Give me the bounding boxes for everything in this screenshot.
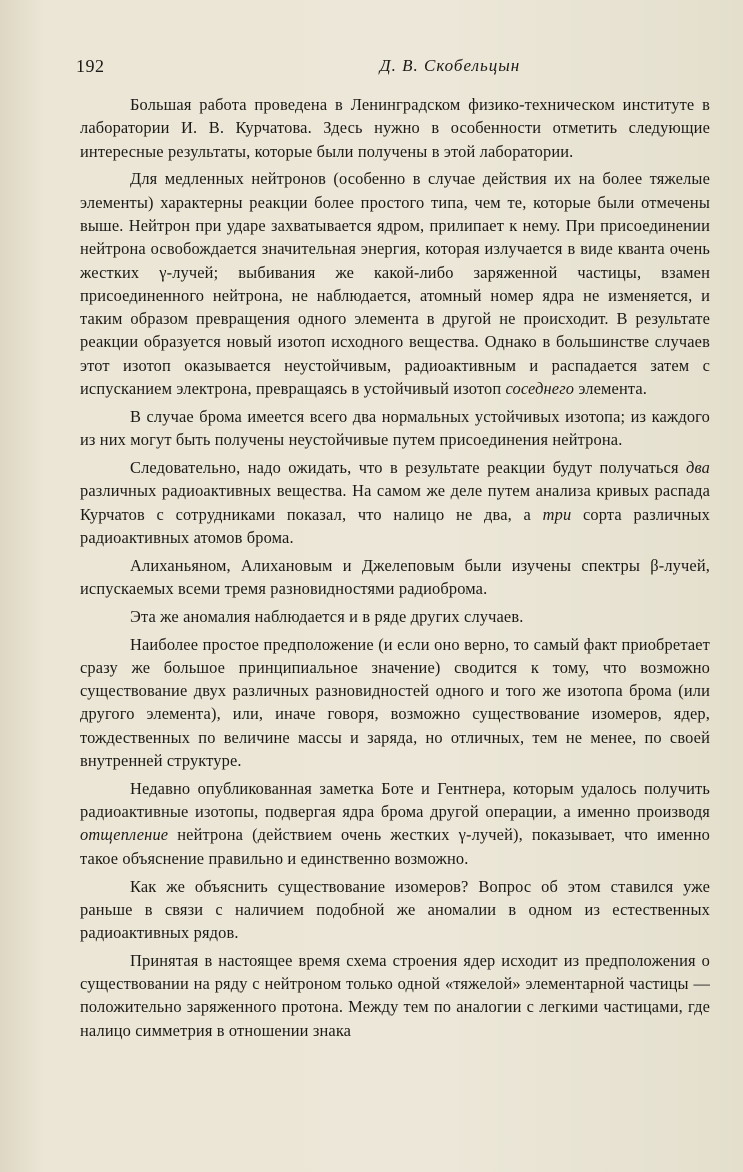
emphasis: соседнего: [505, 379, 575, 399]
paragraph: Эта же аномалия наблюдается и в ряде других случаев.: [130, 606, 524, 626]
paragraph: Большая работа проведена в Ленинградском физико-техническом институте в лаборатории И. В. Курчатова. Здесь нужно в особенности отметить следующие интересные результаты, которые были получены в этой лаборатории.: [80, 95, 710, 161]
page-number: 192: [76, 56, 105, 76]
paragraph: В случае брома имеется всего два нормальных устойчивых изотопа; из каждого из них могут быть получены неустойчивые путем присоединения нейтрона.: [80, 406, 710, 450]
paragraph: Для медленных нейтронов (особенно в случае действия их на более тяжелые элементы) характерны реакции более простого типа, чем те, которые были отмечены выше. Нейтрон при ударе захватывается ядром, прилипает к нему. При присоединении нейтрона освобождается значительная энергия, которая излучается в виде кванта очень жестких γ-лучей; выбивания же какой-либо заряженной частицы, взамен присоединенного нейтрона, не наблюдается, атомный номер ядра не изменяется, и таким образом превращения одного элемента в другой не происходит. В результате реакции образуется новый изотоп исходного вещества. Однако в большинстве случаев этот изотоп оказывается неустойчивым, радиоактивным и распадается затем с испусканием электрона, превращаясь в устойчивый изотоп соседнего элемента.: [80, 169, 710, 399]
emphasis: отщепление: [80, 825, 169, 845]
paragraph: Как же объяснить существование изомеров? Вопрос об этом ставился уже раньше в связи с наличием подобной же аномалии в одном из естественных радиоактивных рядов.: [80, 876, 710, 943]
emphasis: два: [686, 457, 710, 477]
paragraph: Недавно опубликованная заметка Боте и Гентнера, которым удалось получить радиоактивные изотопы, подвергая ядра брома другой операции, а именно производя отщепление нейтрона (действием очень жестких γ-лучей), показывает, что именно такое объяснение правильно и единственно возможно.: [80, 778, 710, 868]
body-text: [80, 93, 710, 1047]
paragraph: Принятая в настоящее время схема строения ядер исходит из предположения о существовании на ряду с нейтроном только одной «тяжелой» элементарной частицы — положительно заряженного протона. Между тем по аналогии с легкими частицами, где налицо симметрия в отношении знака: [80, 950, 710, 1040]
emphasis: три: [542, 504, 572, 524]
running-head: Д. В. Скобельцын: [379, 56, 521, 75]
paragraph: Алиханьяном, Алихановым и Джелеповым были изучены спектры β-лучей, испускаемых всеми тремя разновидностями радиоброма.: [80, 555, 710, 598]
page-header: [70, 56, 710, 84]
paragraph: Следовательно, надо ожидать, что в результате реакции будут получаться два различных радиоактивных вещества. На самом же деле путем анализа кривых распада Курчатов с сотрудниками показал, что налицо не два, а три сорта различных радиоактивных атомов брома.: [80, 457, 710, 547]
paragraph: Наиболее простое предположение (и если оно верно, то самый факт приобретает сразу же большое принципиальное значение) сводится к тому, что возможно существование двух различных разновидностей одного и того же изотопа брома (или другого элемента), или, иначе говоря, возможно существование изомеров, ядер, тождественных по величине массы и заряда, но отличных, тем не менее, по своей внутренней структуре.: [80, 634, 710, 771]
